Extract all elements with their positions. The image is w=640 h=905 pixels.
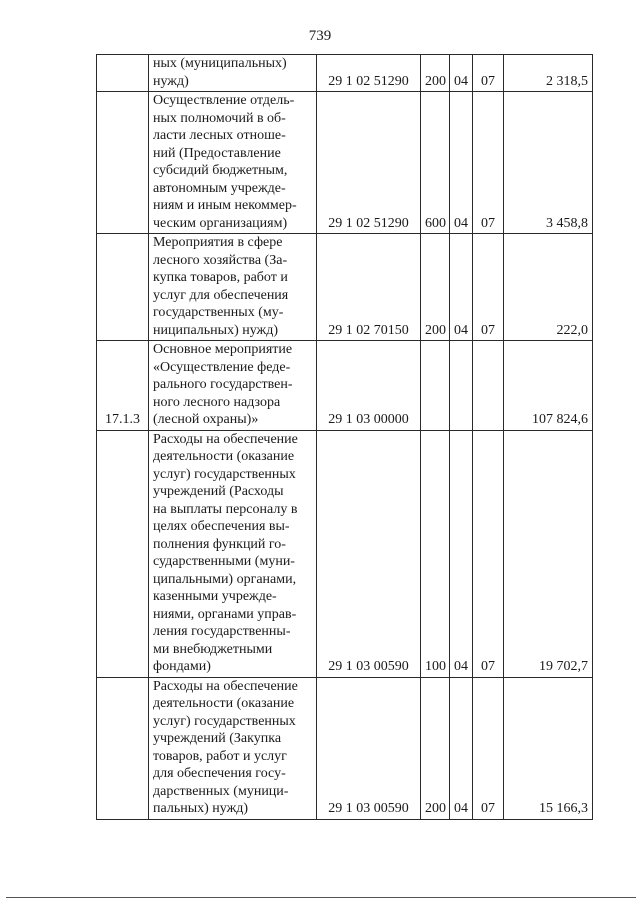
section-code [450,341,473,431]
target-article-code: 29 1 03 00590 [317,430,421,677]
expense-name: Основное мероприятие «Осуществление феде- рального государствен- ного лесного надзора (лесной охраны)» [149,341,317,431]
target-article-code: 29 1 03 00590 [317,677,421,819]
table-row [97,677,593,819]
section-code: 04 [450,430,473,677]
subsection-code: 07 [473,55,504,92]
expense-name: Расходы на обеспечение деятельности (оказание услуг) государственных учреждений (Закупка товаров, работ и услуг для обеспечения госу- дарственных (муници- пальных) нужд) [149,677,317,819]
amount-value: 2 318,5 [504,55,593,92]
expense-name: Осуществление отдель- ных полномочий в об- ласти лесных отноше- ний (Предоставление субсидий бюджетным, автономным учрежде- ниям и иным некоммер- ческим организациям) [149,92,317,234]
row-number [97,92,149,234]
expense-name: Мероприятия в сфере лесного хозяйства (За- купка товаров, работ и услуг для обеспечения государственных (му- ниципальных) нужд) [149,234,317,341]
section-code: 04 [450,677,473,819]
table-row [97,341,593,431]
subsection-code: 07 [473,234,504,341]
table-row [97,430,593,677]
target-article-code: 29 1 02 51290 [317,92,421,234]
amount-value: 3 458,8 [504,92,593,234]
subsection-code: 07 [473,430,504,677]
expense-name: ных (муниципальных) нужд) [149,55,317,92]
row-number: 17.1.3 [97,341,149,431]
expense-type-code: 200 [421,677,450,819]
amount-value: 19 702,7 [504,430,593,677]
target-article-code: 29 1 02 51290 [317,55,421,92]
amount-value: 15 166,3 [504,677,593,819]
table-row [97,55,593,92]
amount-value: 222,0 [504,234,593,341]
section-code: 04 [450,55,473,92]
expense-type-code: 200 [421,55,450,92]
budget-table [96,54,593,820]
target-article-code: 29 1 02 70150 [317,234,421,341]
expense-type-code: 100 [421,430,450,677]
section-code: 04 [450,234,473,341]
page-number: 739 [308,28,332,44]
expense-name: Расходы на обеспечение деятельности (оказание услуг) государственных учреждений (Расходы на выплаты персоналу в целях обеспечения вы- полнения функций го- сударственными (муни- ципальными) органами, казенными учрежде- ниями, органами управ- ления государственны- ми внебюджетными фондами) [149,430,317,677]
subsection-code: 07 [473,677,504,819]
expense-type-code: 600 [421,92,450,234]
subsection-code: 07 [473,92,504,234]
subsection-code [473,341,504,431]
scan-edge-line [6,897,636,898]
table-row [97,234,593,341]
row-number [97,430,149,677]
target-article-code: 29 1 03 00000 [317,341,421,431]
table-row [97,92,593,234]
row-number [97,55,149,92]
amount-value: 107 824,6 [504,341,593,431]
row-number [97,234,149,341]
section-code: 04 [450,92,473,234]
row-number [97,677,149,819]
expense-type-code: 200 [421,234,450,341]
expense-type-code [421,341,450,431]
